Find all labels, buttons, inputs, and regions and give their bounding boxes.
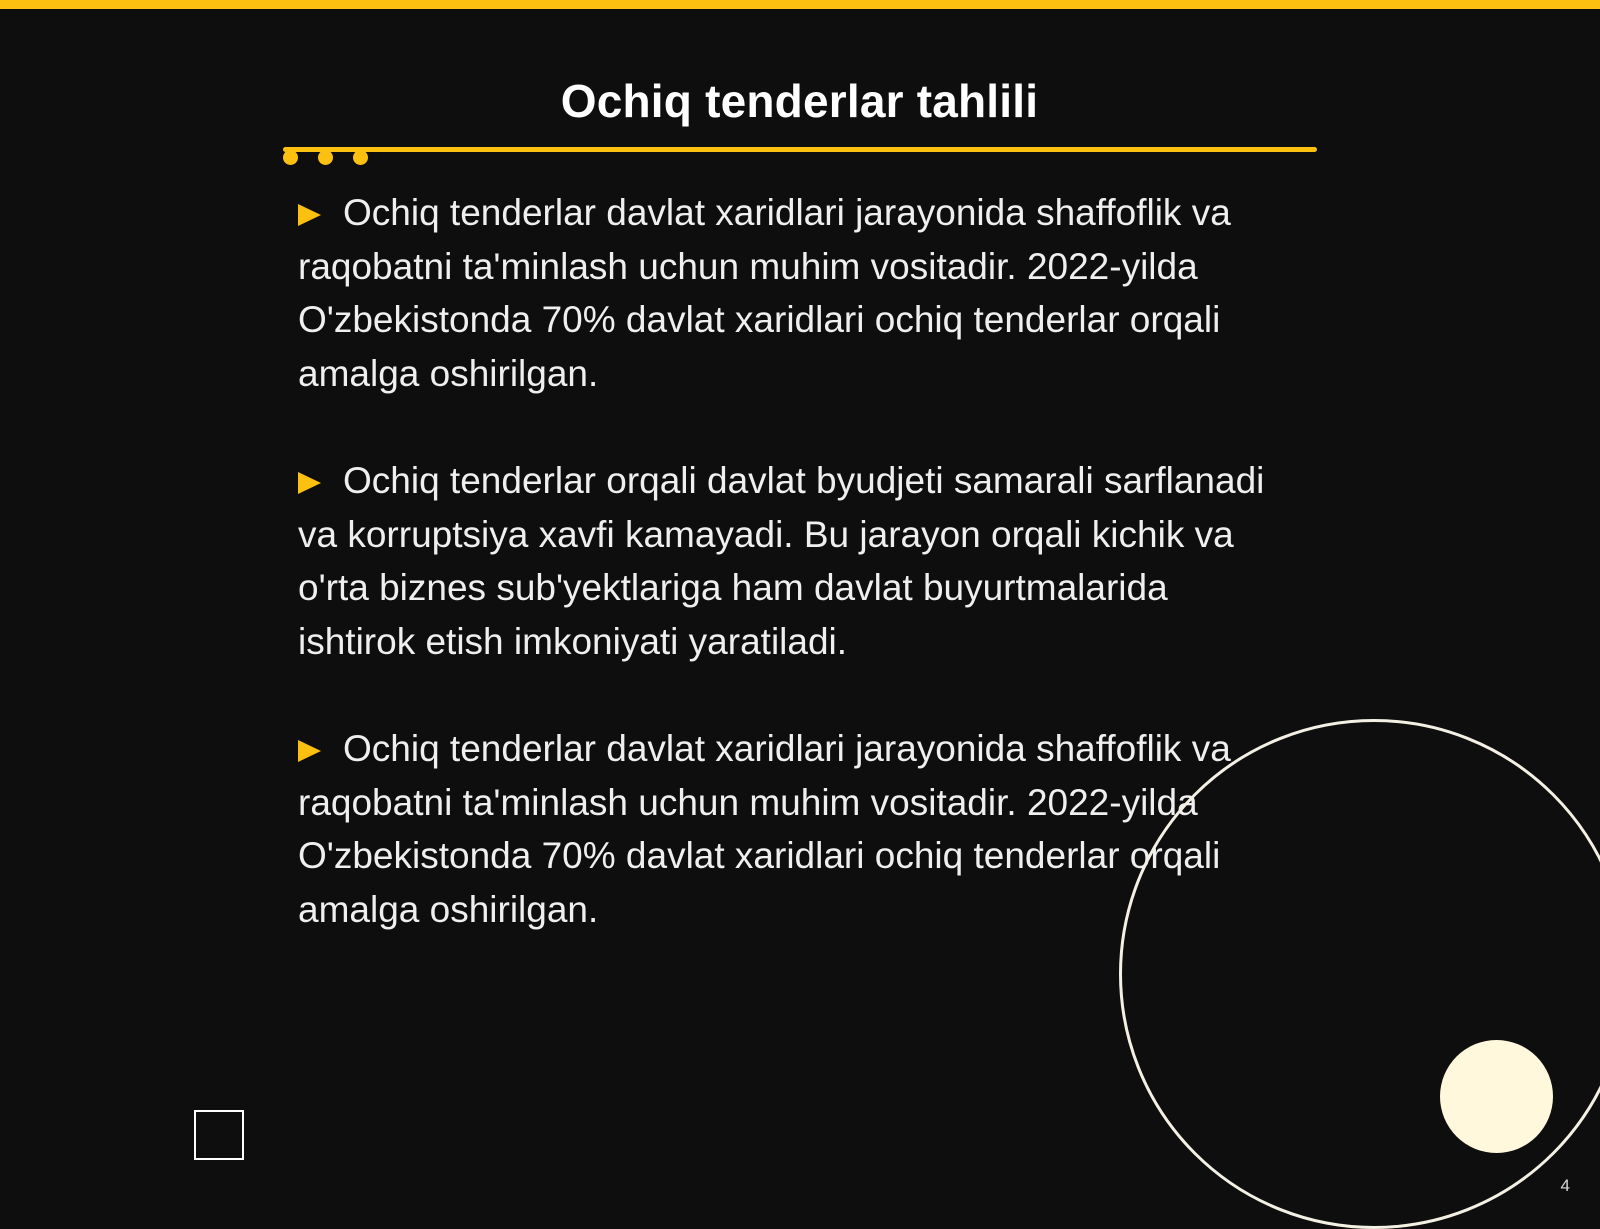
triangle-bullet-icon	[298, 472, 321, 494]
accent-dot	[353, 150, 368, 165]
bullet-list	[298, 186, 1288, 990]
slide-title: Ochiq tenderlar tahlili	[560, 75, 1039, 127]
accent-dot	[283, 150, 298, 165]
bullet-text: Ochiq tenderlar orqali davlat byudjeti samarali sarflanadi va korruptsiya xavfi kamayadi. Bu jarayon orqali kichik va o'rta biznes sub'yektlariga ham davlat buyurtmalarida ishtirok etish imkoniyati yaratiladi.	[298, 460, 1265, 662]
top-accent-bar	[0, 0, 1600, 9]
page-number: 4	[1560, 1176, 1570, 1195]
bullet-text: Ochiq tenderlar davlat xaridlari jarayonida shaffoflik va raqobatni ta'minlash uchun muhim vositadir. 2022-yilda O'zbekistonda 70% davlat xaridlari ochiq tenderlar orqali amalga oshirilgan.	[298, 728, 1231, 930]
title-underline	[283, 147, 1317, 152]
bullet-text: Ochiq tenderlar davlat xaridlari jarayonida shaffoflik va raqobatni ta'minlash uchun muhim vositadir. 2022-yilda O'zbekistonda 70% davlat xaridlari ochiq tenderlar orqali amalga oshirilgan.	[298, 192, 1231, 394]
decorative-ring	[1119, 719, 1600, 1229]
bullet-item	[298, 454, 1288, 668]
accent-dot	[318, 150, 333, 165]
decorative-square	[194, 1110, 244, 1160]
bullet-item	[298, 186, 1288, 400]
triangle-bullet-icon	[298, 204, 321, 226]
decorative-disc	[1440, 1040, 1553, 1153]
triangle-bullet-icon	[298, 740, 321, 762]
